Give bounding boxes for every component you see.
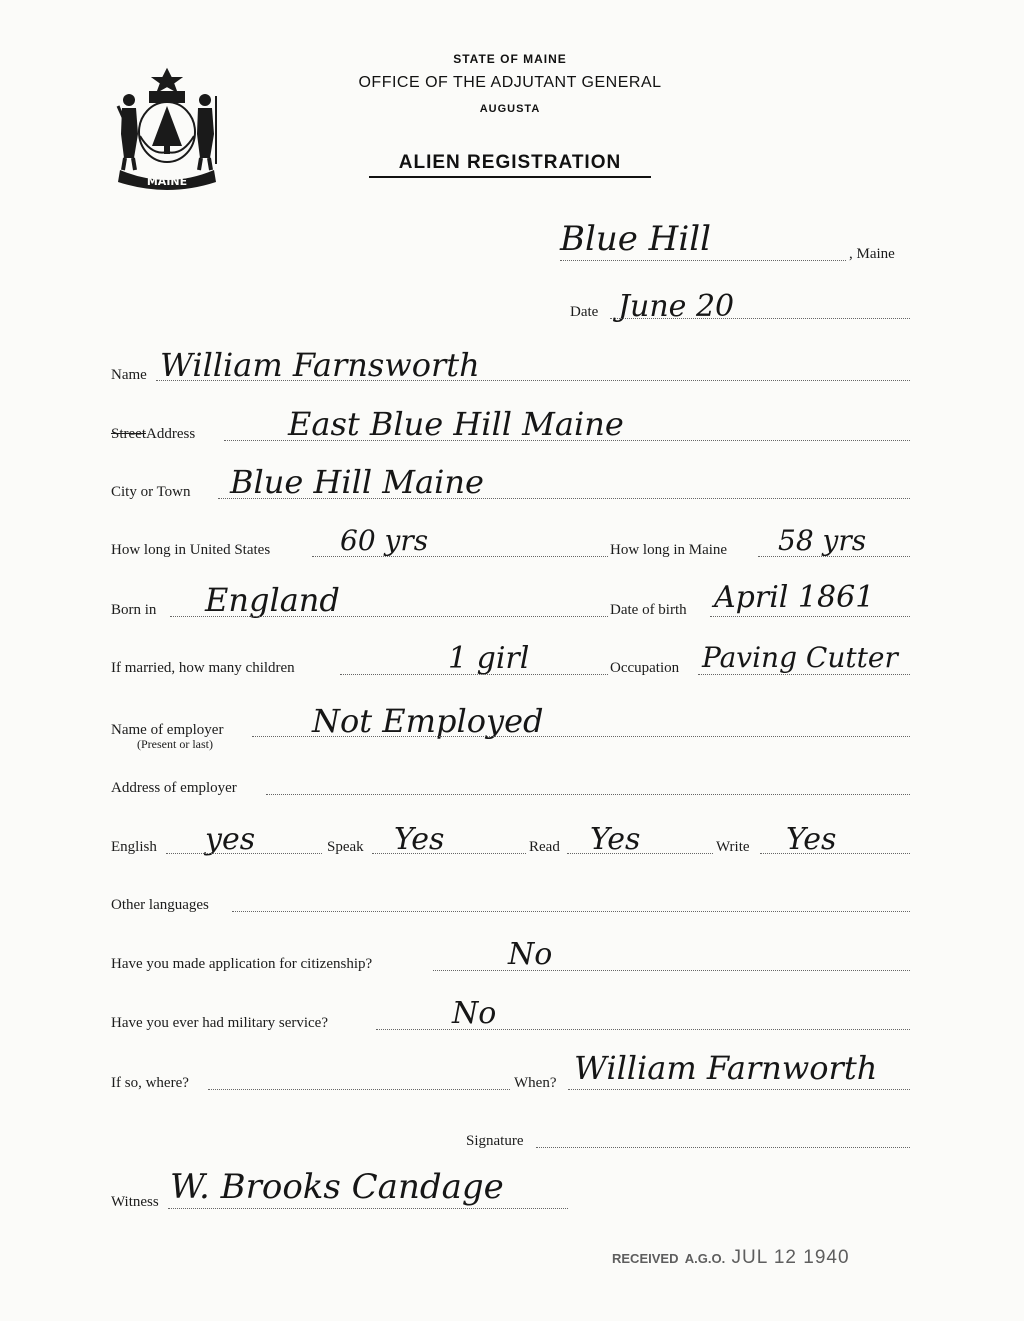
children-entry: 1 girl — [448, 641, 530, 676]
born-in-label: Born in — [111, 602, 157, 618]
speak-entry: Yes — [394, 822, 445, 857]
citizenship-line — [433, 970, 910, 971]
header-office: OFFICE OF THE ADJUTANT GENERAL — [358, 74, 662, 91]
read-label: Read — [529, 839, 560, 855]
us-duration-label: How long in United States — [111, 542, 271, 558]
military-line — [376, 1029, 910, 1030]
military-label: Have you ever had military service? — [111, 1015, 328, 1031]
name-line — [156, 380, 910, 381]
address-entry: East Blue Hill Maine — [288, 405, 624, 443]
city-label: City or Town — [111, 484, 191, 500]
dob-entry: April 1861 — [714, 580, 875, 615]
maine-duration-label: How long in Maine — [610, 542, 728, 558]
city-line — [218, 498, 910, 499]
write-entry: Yes — [786, 822, 837, 857]
born-in-entry: England — [205, 581, 340, 619]
when-line — [568, 1089, 910, 1090]
occupation-line — [698, 674, 910, 675]
dob-label: Date of birth — [610, 602, 687, 618]
signature-label: Signature — [466, 1133, 524, 1149]
date-label: Date — [570, 304, 599, 320]
town-line — [560, 260, 846, 261]
date-line — [610, 318, 910, 319]
employer-address-line — [266, 794, 910, 795]
english-line — [166, 853, 322, 854]
employer-address-label: Address of employer — [111, 780, 237, 796]
witness-signature: W. Brooks Candage — [170, 1167, 504, 1207]
header-state: STATE OF MAINE — [453, 52, 567, 66]
stamp-office: A.G.O. — [684, 1251, 726, 1266]
citizenship-label: Have you made application for citizenship? — [111, 956, 373, 972]
city-entry: Blue Hill Maine — [230, 463, 484, 501]
applicant-signature: William Farnworth — [574, 1049, 878, 1087]
town-entry: Blue Hill — [560, 219, 711, 259]
maine-label: , Maine — [849, 246, 895, 262]
english-entry: yes — [205, 822, 256, 857]
occupation-entry: Paving Cutter — [702, 641, 898, 674]
name-label: Name — [111, 367, 147, 383]
write-label: Write — [716, 839, 750, 855]
speak-line — [372, 853, 526, 854]
us-duration-entry: 60 yrs — [340, 524, 429, 557]
maine-duration-entry: 58 yrs — [778, 524, 867, 557]
address-label: StreetAddress — [111, 426, 196, 442]
us-duration-line — [312, 556, 608, 557]
speak-label: Speak — [327, 839, 364, 855]
when-label: When? — [514, 1075, 557, 1091]
born-in-line — [170, 616, 608, 617]
employer-entry: Not Employed — [312, 702, 544, 740]
maine-duration-line — [758, 556, 910, 557]
dob-line — [710, 616, 910, 617]
write-line — [760, 853, 910, 854]
witness-line — [168, 1208, 568, 1209]
witness-label: Witness — [111, 1194, 159, 1210]
signature-line — [536, 1147, 910, 1148]
stamp-received: RECEIVED — [612, 1251, 679, 1266]
form-title: ALIEN REGISTRATION — [369, 152, 651, 178]
stamp-date: JUL 12 1940 — [731, 1247, 850, 1268]
name-entry: William Farnsworth — [160, 346, 480, 384]
address-line — [224, 440, 910, 441]
date-entry: June 20 — [618, 289, 735, 324]
citizenship-entry: No — [508, 937, 553, 972]
where-label: If so, where? — [111, 1075, 189, 1091]
children-label: If married, how many children — [111, 660, 295, 676]
children-line — [340, 674, 608, 675]
occupation-label: Occupation — [610, 660, 680, 676]
other-languages-label: Other languages — [111, 897, 209, 913]
employer-line — [252, 736, 910, 737]
read-line — [567, 853, 713, 854]
other-languages-line — [232, 911, 910, 912]
where-line — [208, 1089, 510, 1090]
military-entry: No — [452, 996, 497, 1031]
received-stamp — [612, 1247, 850, 1269]
svg-text:MAINE: MAINE — [146, 175, 188, 188]
employer-sublabel: (Present or last) — [137, 737, 213, 751]
read-entry: Yes — [590, 822, 641, 857]
employer-label: Name of employer — [111, 722, 224, 738]
english-label: English — [111, 839, 157, 855]
header-city: AUGUSTA — [479, 103, 541, 115]
maine-state-seal — [112, 66, 222, 192]
